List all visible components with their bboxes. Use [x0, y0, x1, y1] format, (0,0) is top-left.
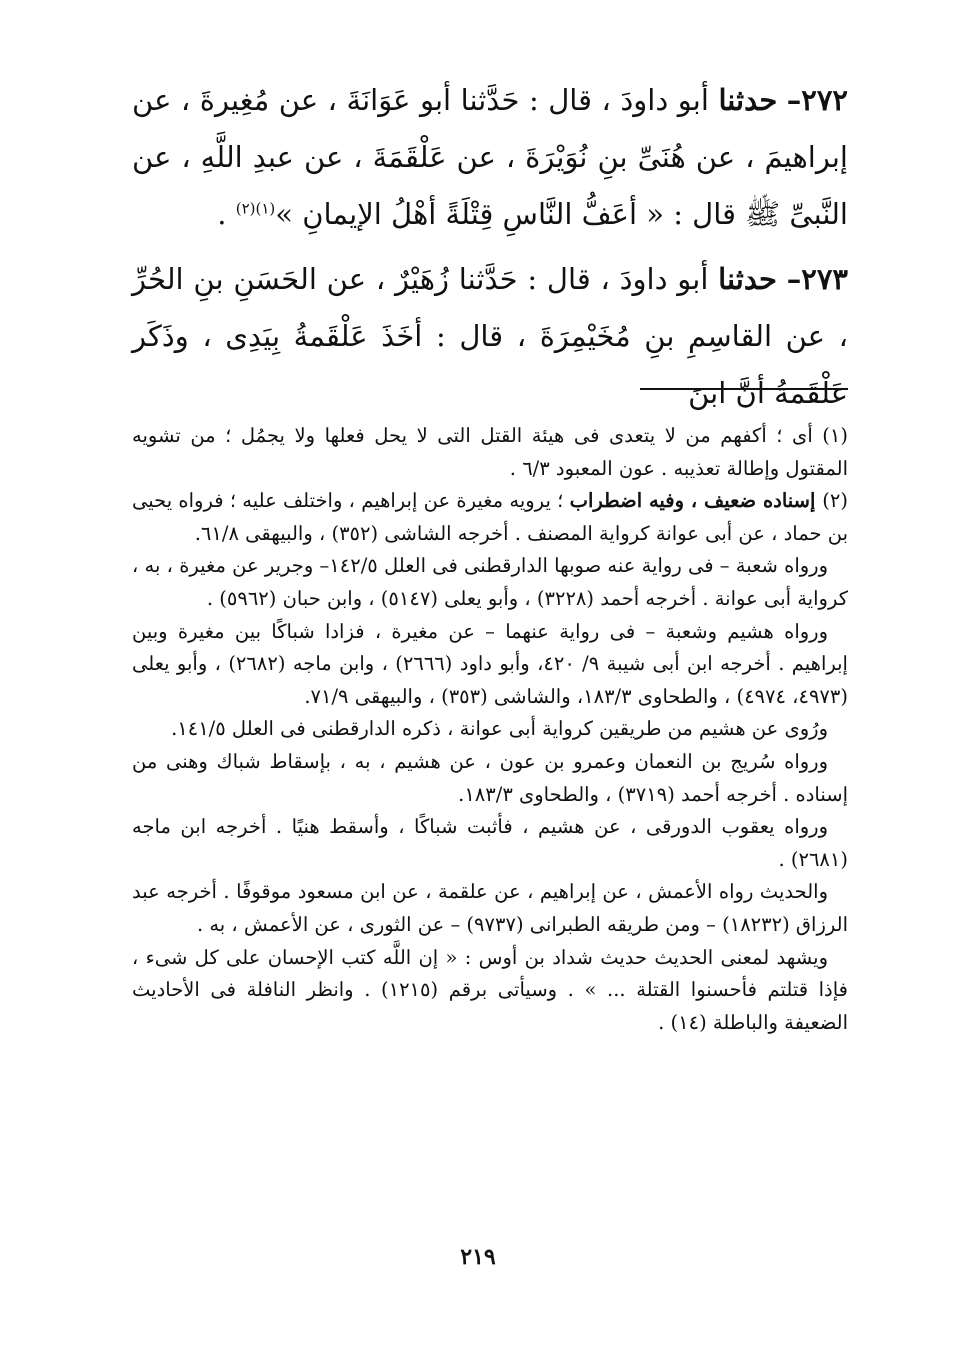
footnote-bold: إسناده ضعيف ، وفيه اضطراب	[569, 489, 823, 513]
footnote-divider	[640, 388, 848, 390]
hadith-number: ٢٧٢–	[786, 83, 848, 117]
footnote-label: (١)	[822, 424, 848, 447]
hadith-intro: حدثنا	[718, 83, 778, 117]
footnote-refs: (١)(٢)	[235, 199, 276, 218]
hadith-text: أبو داودَ ، قال : حَدَّثنا زُهَيْرٌ ، عن الحَسَنِ بنِ الحُرِّ ، عن القاسِمِ بنِ مُخَيْمِرَةَ ، قال : أخَذَ عَلْقَمةُ بِيَدِى ، وذَكَر عَلْقَمةُ أنَّ ابنَ	[132, 262, 848, 410]
footnote-paragraph: ورواه يعقوب الدورقى ، عن هشيم ، فأثبت شباكًا ، وأسقط هنيًا . أخرجه ابن ماجه (٢٦٨١) .	[132, 815, 848, 871]
page-number: ٢١٩	[460, 1244, 496, 1270]
footnote-paragraph: ورواه هشيم وشعبة – فى رواية عنهما – عن مغيرة ، فزادا شباكًا بين مغيرة وبين إبراهيم . أخرجه ابن أبى شيبة ٩/ ٤٢٠، وأبو داود (٢٦٦٦) ، وابن ماجه (٢٦٨٢) ، وأبو يعلى (٤٩٧٣، ٤٩٧٤) ، والطحاوى ١٨٣/٣، والشاشى (٣٥٣) ، والبيهقى ٧١/٩.	[132, 619, 848, 708]
main-text	[132, 72, 848, 422]
footnote-1	[132, 420, 848, 485]
footnote-paragraph: ويشهد لمعنى الحديث حديث شداد بن أوس : « إن اللَّه كتب الإحسان على كل شىء ، فإذا قتلتم فأحسنوا القتلة ... » . وسيأتى برقم (١٢١٥) . وانظر النافلة فى الأحاديث الضعيفة والباطلة (١٤) .	[132, 945, 848, 1034]
hadith-intro: حدثنا	[718, 262, 777, 296]
footnote-paragraph: ورواه سُريج بن النعمان وعمرو بن عون ، عن هشيم ، به ، بإسقاط شباك وهنى من إسناده . أخرجه أحمد (٣٧١٩) ، والطحاوى ١٨٣/٣.	[132, 749, 848, 806]
footnote-text: ؛ يرويه مغيرة عن إبراهيم ، واختلف عليه ؛ فرواه يحيى بن حماد ، عن أبى عوانة كرواية المصنف . أخرجه الشاشى (٣٥٢) ، والبيهقى ٦١/٨.	[132, 489, 848, 545]
hadith-number: ٢٧٣–	[786, 262, 848, 296]
footnote-text: أى ؛ أكفهم من لا يتعدى فى هيئة القتل التى لا يحل فعلها ولا يجمُل ؛ من تشويه المقتول وإطالة تعذيبه . عون المعبود ٦/٣ .	[132, 424, 848, 480]
footnote-paragraph: ورواه شعبة – فى رواية عنه صوبها الدارقطنى فى العلل ١٤٢/٥– وجرير عن مغيرة ، به ، كرواية أبى عوانة . أخرجه أحمد (٣٢٢٨) ، وأبو يعلى (٥١٤٧) ، وابن حبان (٥٩٦٢) .	[132, 554, 848, 610]
footnote-paragraph: ورُوى عن هشيم من طريقين كرواية أبى عوانة ، ذكره الدارقطنى فى العلل ١٤١/٥.	[171, 717, 828, 741]
footnotes	[132, 420, 848, 1039]
hadith-end: .	[217, 197, 236, 231]
hadith-272	[132, 72, 848, 243]
footnote-2	[132, 485, 848, 550]
hadith-text: أبو داودَ ، قال : حَدَّثنا أبو عَوَانَةَ ، عن مُغِيرةَ ، عن إبراهيمَ ، عن هُنَىِّ بنِ نُوَيْرَةَ ، عن عَلْقَمَةَ ، عن عبدِ اللَّهِ ، عن النَّبىِّ ﷺ قال : « أعَفُّ النَّاسِ قِتْلَةً أهْلُ الإيمانِ »	[132, 83, 848, 231]
footnote-label: (٢)	[822, 489, 848, 513]
hadith-273	[132, 251, 848, 422]
footnote-paragraph: والحديث رواه الأعمش ، عن إبراهيم ، عن علقمة ، عن ابن مسعود موقوفًا . أخرجه عبد الرزاق (١٨٢٣٢) – ومن طريقه الطبرانى (٩٧٣٧) – عن الثورى ، عن الأعمش ، به .	[132, 880, 848, 936]
